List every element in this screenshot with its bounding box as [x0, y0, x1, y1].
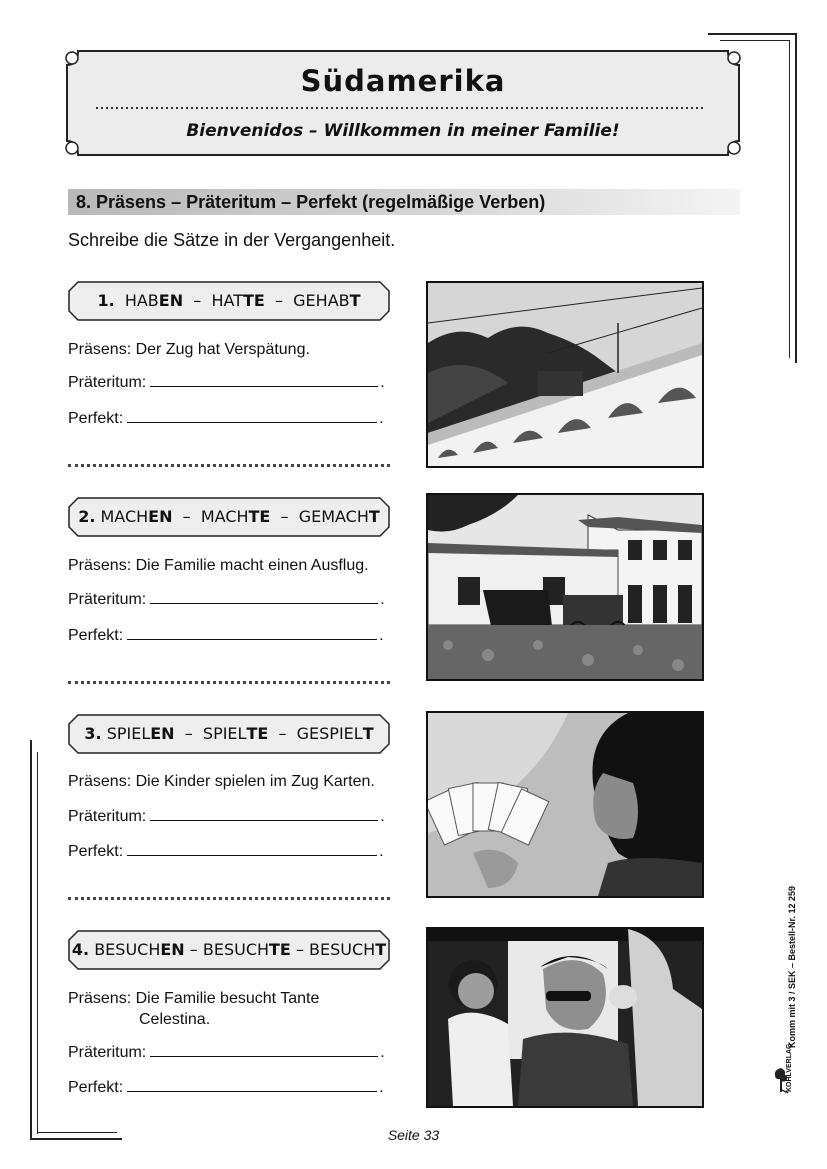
order-number: Komm mit 3 / SEK – Bestell-Nr. 12 259 — [787, 885, 797, 1048]
praeteritum-line-3: Präteritum: . — [68, 808, 385, 825]
praesens-line-3: Präsens: Die Kinder spielen im Zug Karten. — [68, 773, 375, 790]
praeteritum-answer-3[interactable] — [150, 806, 378, 821]
perfekt-line-2: Perfekt: . — [68, 627, 384, 644]
verb-forms-4: 4. BESUCHEN – BESUCHTE – BESUCHT — [71, 940, 387, 959]
praeteritum-line-4: Präteritum: . — [68, 1044, 385, 1061]
perfekt-line-3: Perfekt: . — [68, 843, 384, 860]
praesens-line-2: Präsens: Die Familie macht einen Ausflug. — [68, 557, 369, 574]
perfekt-line-4: Perfekt: . — [68, 1079, 384, 1096]
praeteritum-line-2: Präteritum: . — [68, 591, 385, 608]
divider-3 — [68, 897, 390, 900]
photo-colonial-street — [426, 493, 704, 681]
page-subtitle: Bienvenidos – Willkommen in meiner Familie! — [186, 121, 620, 141]
praesens-line-4-continued: Celestina. — [139, 1011, 211, 1028]
photo-family-child — [426, 927, 704, 1108]
perfekt-answer-4[interactable] — [127, 1077, 377, 1092]
frame-line-right — [795, 33, 797, 363]
praesens-line-4: Präsens: Die Familie besucht Tante — [68, 990, 320, 1007]
frame-line-top-right — [708, 33, 796, 35]
publisher-logo-icon — [772, 1066, 790, 1094]
verb-box-1 — [68, 281, 390, 321]
verb-forms-2: 2. MACHEN – MACHTE – GEMACHT — [78, 507, 380, 526]
praeteritum-answer-1[interactable] — [150, 372, 378, 387]
frame-line-left-inner — [37, 752, 38, 1134]
page-title: Südamerika — [300, 64, 506, 98]
frame-line-right-inner — [789, 40, 790, 358]
verb-forms-3: 3. SPIELEN – SPIELTE – GESPIELT — [84, 724, 374, 743]
frame-line-left — [30, 740, 32, 1140]
perfekt-answer-2[interactable] — [127, 625, 377, 640]
instruction-text: Schreibe die Sätze in der Vergangenheit. — [68, 230, 396, 250]
praesens-line-1: Präsens: Der Zug hat Verspätung. — [68, 341, 310, 358]
verb-box-4 — [68, 930, 390, 970]
praeteritum-line-1: Präteritum: . — [68, 374, 385, 391]
perfekt-line-1: Perfekt: . — [68, 410, 384, 427]
photo-tram-aqueduct — [426, 281, 704, 468]
title-banner — [64, 48, 742, 158]
verb-forms-1: 1. HABEN – HATTE – GEHABT — [97, 291, 361, 310]
photo-woman-cards — [426, 711, 704, 898]
praeteritum-answer-2[interactable] — [150, 589, 378, 604]
publisher-logo-text: KOHLVERLAG — [786, 1043, 793, 1092]
verb-box-3 — [68, 714, 390, 754]
section-heading: 8. Präsens – Präteritum – Perfekt (regelmäßige Verben) — [68, 189, 740, 215]
perfekt-answer-1[interactable] — [127, 408, 377, 423]
divider-2 — [68, 681, 390, 684]
page-number: Seite 33 — [387, 1127, 440, 1143]
verb-box-2 — [68, 497, 390, 537]
frame-line-top-right-inner — [720, 40, 790, 41]
divider-1 — [68, 464, 390, 467]
praeteritum-answer-4[interactable] — [150, 1042, 378, 1057]
perfekt-answer-3[interactable] — [127, 841, 377, 856]
